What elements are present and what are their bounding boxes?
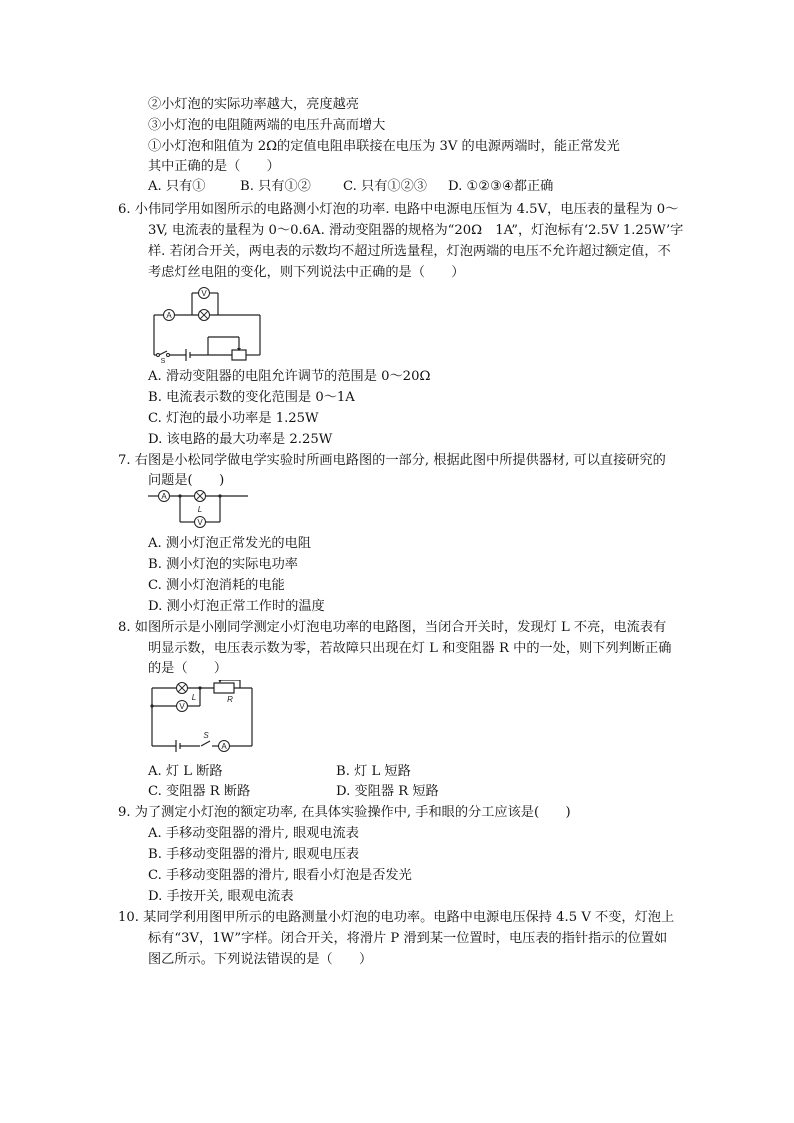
q5-statement-2: ②小灯泡的实际功率越大，亮度越亮: [148, 97, 359, 112]
q8-ammeter-label: A: [221, 742, 227, 751]
q5-option-b: B. 只有①②: [240, 179, 311, 194]
q10-stem-line-3: 图乙所示。下列说法错误的是（ ）: [148, 952, 373, 967]
q8-stem-line-2: 明显示数，电压表示数为零，若故障只出现在灯 L 和变阻器 R 中的一处，则下列判断正确: [148, 641, 672, 656]
q8-rheostat-label: R: [227, 695, 233, 704]
q7-option-a: A. 测小灯泡正常发光的电阻: [148, 536, 311, 551]
q6-stem-line-3: 样. 若闭合开关，两电表的示数均不超过所选量程，灯泡两端的电压不允许超过额定值，不: [148, 244, 671, 259]
q7-option-b: B. 测小灯泡的实际电功率: [148, 557, 298, 572]
q5-option-a: A. 只有①: [148, 179, 206, 194]
q8-circuit-diagram: [148, 680, 256, 752]
q6-option-c: C. 灯泡的最小功率是 1.25W: [148, 411, 319, 426]
q7-ammeter-label: A: [161, 492, 167, 501]
q9-option-d: D. 手按开关, 眼观电流表: [148, 889, 294, 904]
q8-option-c: C. 变阻器 R 断路: [148, 784, 251, 799]
q7-stem-line-1: 7. 右图是小松同学做电学实验时所画电路图的一部分, 根据此图中所提供器材, 可以直接研究的: [118, 453, 666, 468]
q5-prompt: 其中正确的是（ ）: [148, 159, 280, 174]
q6-stem-line-2: 3V, 电流表的量程为 0～0.6A. 滑动变阻器的规格为“20Ω 1A”，灯泡标有‘2.5V 1.25W’字: [148, 223, 684, 238]
q6-option-b: B. 电流表示数的变化范围是 0～1A: [148, 390, 355, 405]
q6-voltmeter-label: V: [201, 289, 207, 298]
q6-ammeter-label: A: [166, 311, 172, 320]
q8-option-d: D. 变阻器 R 短路: [336, 784, 439, 799]
q8-voltmeter-label: V: [179, 702, 185, 711]
q9-option-a: A. 手移动变阻器的滑片, 眼观电流表: [148, 826, 359, 841]
q6-stem-line-1: 6. 小伟同学用如图所示的电路测小灯泡的功率. 电路中电源电压恒为 4.5V，电压表的量程为 0～: [118, 202, 679, 217]
q7-option-d: D. 测小灯泡正常工作时的温度: [148, 599, 325, 614]
q7-lamp-label: L: [197, 505, 203, 514]
q10-stem-line-1: 10. 某同学利用图甲所示的电路测量小灯泡的电功率。电路中电源电压保持 4.5 V 不变，灯泡上: [118, 910, 675, 925]
q7-stem-line-2: 问题是( ): [148, 473, 225, 488]
q6-option-a: A. 滑动变阻器的电阻允许调节的范围是 0～20Ω: [148, 369, 431, 384]
q7-circuit-diagram: [148, 488, 248, 530]
q8-stem-line-1: 8. 如图所示是小刚同学测定小灯泡电功率的电路图，当闭合开关时，发现灯 L 不亮，电流表有: [118, 620, 667, 635]
q6-circuit-lines: [146, 283, 270, 363]
q8-lamp-label: L: [191, 693, 197, 702]
q7-voltmeter-label: V: [197, 518, 203, 527]
q5-statement-4: ①小灯泡和阻值为 2Ω的定值电阻串联接在电压为 3V 的电源两端时，能正常发光: [148, 139, 620, 154]
q9-stem-line-1: 9. 为了测定小灯泡的额定功率, 在具体实验操作中, 手和眼的分工应该是( ): [118, 805, 571, 820]
q6-option-d: D. 该电路的最大功率是 2.25W: [148, 432, 333, 447]
q8-stem-line-3: 的是（ ）: [148, 661, 228, 676]
q10-stem-line-2: 标有“3V，1W”字样。闭合开关，将滑片 P 滑到某一位置时，电压表的指针指示的位置如: [148, 931, 668, 946]
q9-option-c: C. 手移动变阻器的滑片, 眼看小灯泡是否发光: [148, 868, 412, 883]
q8-switch-label: S: [203, 731, 209, 740]
q8-option-b: B. 灯 L 短路: [336, 764, 411, 779]
q9-option-b: B. 手移动变阻器的滑片, 眼观电压表: [148, 847, 360, 862]
q5-statement-3: ③小灯泡的电阻随两端的电压升高而增大: [148, 118, 386, 133]
q5-option-c: C. 只有①②③: [343, 179, 427, 194]
q7-option-c: C. 测小灯泡消耗的电能: [148, 578, 285, 593]
q6-switch-label: S: [160, 358, 166, 363]
q5-option-d: D. ①②③④都正确: [448, 179, 554, 194]
q6-stem-line-4: 考虑灯丝电阻的变化，则下列说法中正确的是（ ）: [148, 265, 465, 280]
q8-option-a: A. 灯 L 断路: [148, 764, 223, 779]
